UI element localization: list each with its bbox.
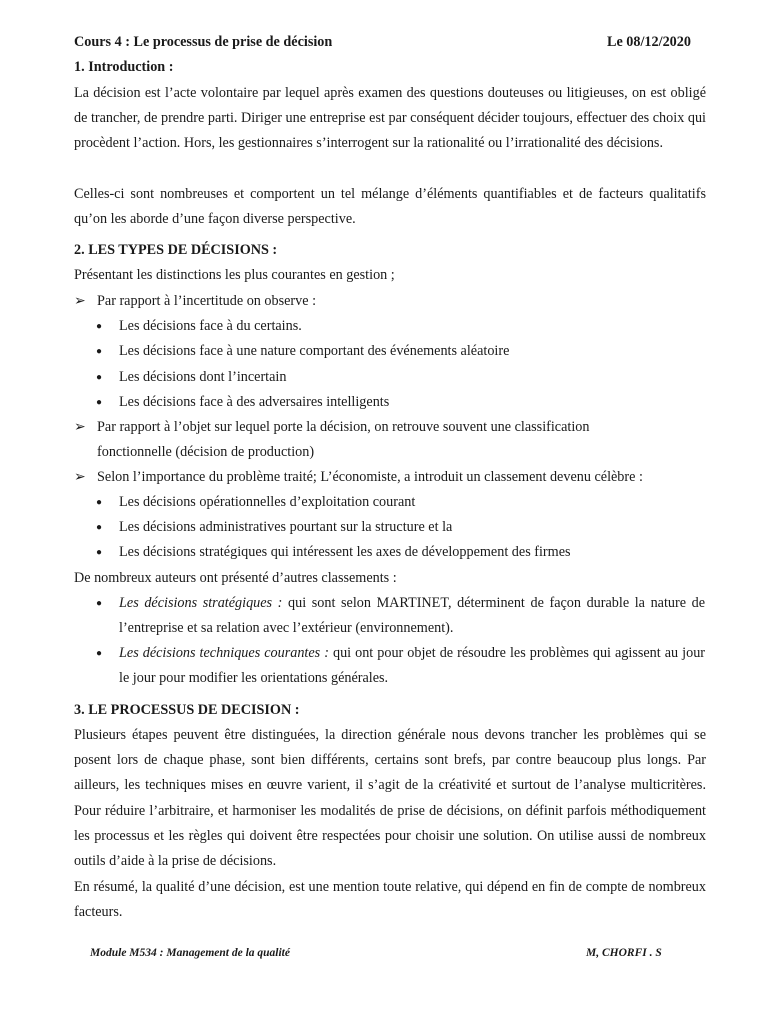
decision-description: qui ont pour objet de résoudre les problèmes qui agissent au jour le jour pour modifier les orientations générales. — [119, 645, 706, 686]
section-2-intro: Présentant les distinctions les plus courantes en gestion ; — [74, 267, 395, 283]
bullet-marker: ● — [96, 321, 103, 332]
list-item-text: Les décisions stratégiques qui intéressent les axes de développement des firmes — [119, 544, 571, 560]
arrow-marker: ➢ — [74, 469, 86, 485]
list-item-text: Les décisions face à du certains. — [119, 318, 302, 334]
bullet-marker: ● — [96, 598, 103, 609]
section-1-heading: 1. Introduction : — [74, 59, 174, 75]
decision-term: Les décisions techniques courantes : — [119, 645, 329, 661]
section-3-paragraph-2: En résumé, la qualité d’une décision, est une mention toute relative, qui dépend en fin de compte de nombreux facteurs. — [74, 879, 706, 921]
footer-author: M, CHORFI . S — [586, 947, 662, 959]
arrow-marker: ➢ — [74, 419, 86, 435]
bullet-marker: ● — [96, 522, 103, 533]
decision-description: qui sont selon MARTINET, déterminent de façon durable la nature de l’entreprise et sa relation avec l’extérieur (environnement). — [119, 595, 706, 636]
bullet-marker: ● — [96, 547, 103, 558]
list-item-text: Les décisions face à une nature comportant des événements aléatoire — [119, 343, 510, 359]
section-1-paragraph-1: La décision est l’acte volontaire par lequel après examen des questions douteuses ou litigieuses, on est obligé de trancher, de prendre parti. Diriger une entreprise est par conséquent décider toujours, effectuer des choix qui procèdent l’action. Hors, les gestionnaires s’interrogent sur la rationalité ou l’irrationalité des décisions. — [74, 85, 706, 152]
arrow-item-label: Selon l’importance du problème traité; L’économiste, a introduit un classement devenu célèbre : — [97, 469, 643, 485]
list-item-text: Les décisions administratives pourtant sur la structure et la — [119, 519, 453, 535]
section-2-heading: 2. LES TYPES DE DÉCISIONS : — [74, 242, 278, 258]
footer-module: Module M534 : Management de la qualité — [90, 947, 290, 959]
arrow-item-label: Par rapport à l’objet sur lequel porte la décision, on retrouve souvent une classification fonctionnelle (décision de production) — [97, 419, 590, 460]
decision-term: Les décisions stratégiques : — [119, 595, 283, 611]
list-item-text: Les décisions dont l’incertain — [119, 369, 287, 385]
section-3-heading: 3. LE PROCESSUS DE DECISION : — [74, 702, 300, 718]
course-title: Cours 4 : Le processus de prise de décision — [74, 34, 333, 50]
others-intro: De nombreux auteurs ont présenté d’autres classements : — [74, 570, 397, 586]
list-item-text: Les décisions opérationnelles d’exploitation courant — [119, 494, 416, 510]
bullet-marker: ● — [96, 497, 103, 508]
bullet-marker: ● — [96, 346, 103, 357]
section-3-paragraph-1: Plusieurs étapes peuvent être distinguées, la direction générale nous devons trancher les problèmes qui se posent lors de chaque phase, sont bien différents, certains sont brefs, par contre beaucoup plus longs. Par ailleurs, les techniques mises en œuvre varient, il s’agit de la créativité et surtout de l’analyse multicritères. Pour réduire l’arbitraire, et harmoniser les modalités de prise de décisions, on définit parfois méthodiquement les processus et les règles qui doivent être respectées pour choisir une solution. On utilise aussi de nombreux outils d’aide à la prise de décisions. — [74, 727, 706, 870]
section-1-paragraph-2: Celles-ci sont nombreuses et comportent un tel mélange d’éléments quantifiables et de facteurs qualitatifs qu’on les aborde d’une façon diverse perspective. — [74, 186, 706, 228]
arrow-item-label: Par rapport à l’incertitude on observe : — [97, 293, 317, 309]
page-header — [74, 34, 706, 54]
list-item-text: Les décisions face à des adversaires intelligents — [119, 394, 390, 410]
bullet-marker: ● — [96, 648, 103, 659]
course-date: Le 08/12/2020 — [607, 34, 691, 50]
arrow-marker: ➢ — [74, 293, 86, 309]
bullet-marker: ● — [96, 372, 103, 383]
bullet-marker: ● — [96, 397, 103, 408]
